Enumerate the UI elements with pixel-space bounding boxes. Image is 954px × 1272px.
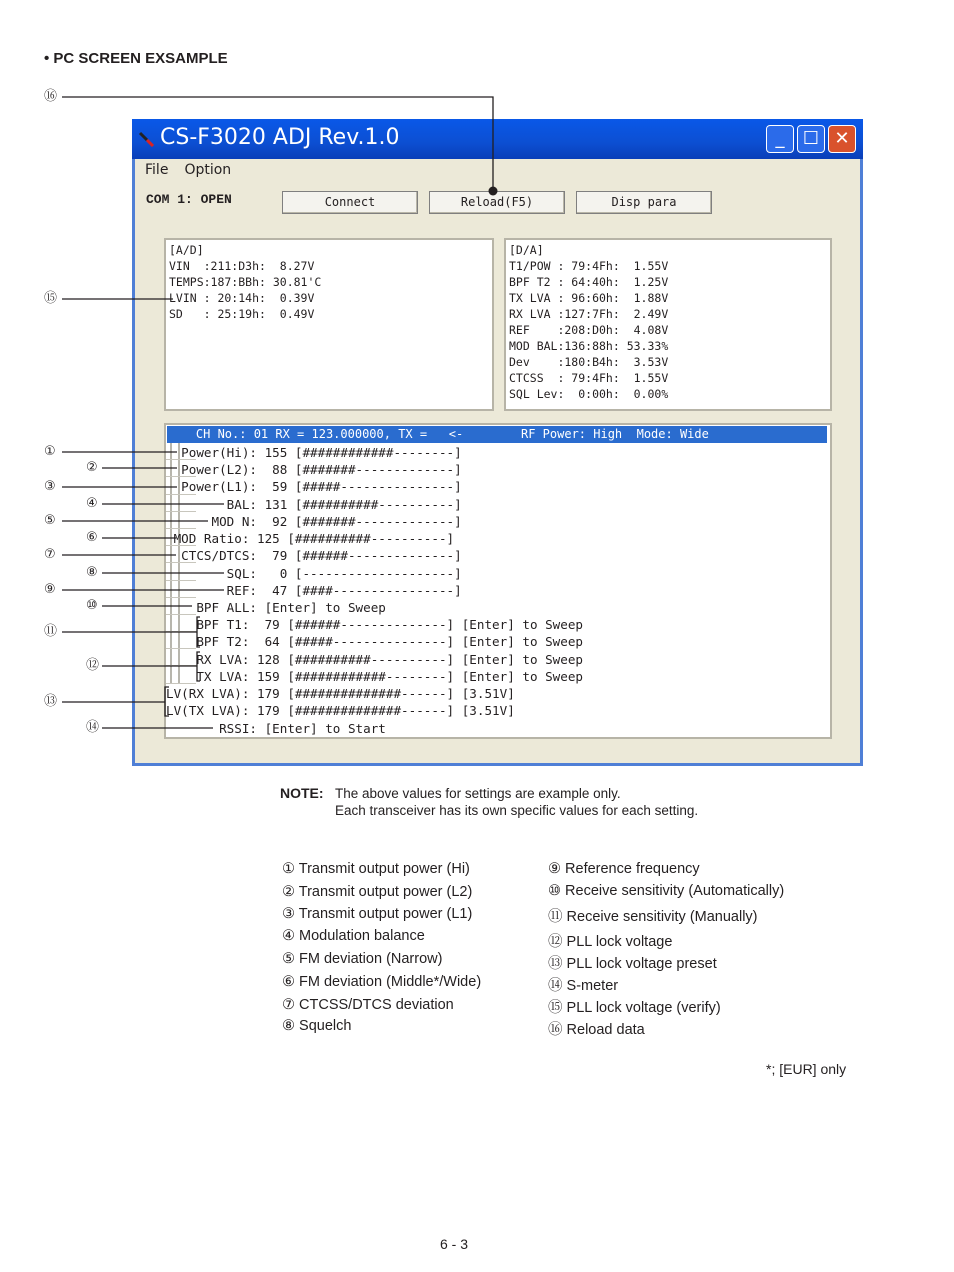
callout-11: ⑪ (44, 624, 58, 639)
section-heading: • PC SCREEN EXSAMPLE (44, 50, 228, 67)
maximize-button[interactable]: ☐ (797, 125, 825, 153)
list-item[interactable]: Power(L1): 59 [#####---------------] (166, 479, 462, 494)
callout-5: ⑤ (44, 513, 56, 528)
list-item[interactable]: TX LVA: 159 [############--------] [Enter] to Sweep (166, 669, 584, 684)
callout-1: ① (44, 444, 56, 459)
callout-16: ⑯ (44, 89, 58, 104)
legend-item: ⑧ Squelch (282, 1018, 352, 1034)
list-item[interactable]: REF: 47 [####----------------] (166, 583, 462, 598)
callout-2: ② (86, 460, 98, 475)
minimize-button[interactable]: _ (766, 125, 794, 153)
list-item[interactable]: Power(Hi): 155 [############--------] (166, 445, 462, 460)
ad-panel: [A/D] VIN :211:D3h: 8.27V TEMPS:187:BBh: 30.81'C LVIN : 20:14h: 0.39V SD : 25:19h: 0.49V (164, 238, 494, 411)
disp-para-button[interactable]: Disp para (576, 191, 712, 214)
list-item[interactable]: RSSI: [Enter] to Start (166, 721, 386, 736)
menu-file[interactable]: File (145, 162, 169, 178)
channel-info-row[interactable]: CH No.: 01 RX = 123.000000, TX = <- RF Power: High Mode: Wide (167, 426, 827, 443)
list-item[interactable]: MOD Ratio: 125 [##########----------] (166, 531, 455, 546)
callout-15: ⑮ (44, 291, 58, 306)
list-item[interactable]: BPF T2: 64 [#####---------------] [Enter] to Sweep (166, 634, 584, 649)
legend-item: ⑨ Reference frequency (548, 861, 700, 877)
list-item[interactable]: MOD N: 92 [#######-------------] (166, 514, 462, 529)
list-item[interactable]: CTCS/DTCS: 79 [######--------------] (166, 548, 462, 563)
legend-item: ③ Transmit output power (L1) (282, 906, 473, 922)
note-line-2: Each transceiver has its own specific values for each setting. (335, 803, 699, 818)
legend-item: ⑮ PLL lock voltage (verify) (548, 1000, 721, 1016)
callout-9: ⑨ (44, 582, 56, 597)
list-item[interactable]: SQL: 0 [--------------------] (166, 566, 462, 581)
page-number: 6 - 3 (440, 1236, 469, 1252)
list-item[interactable]: RX LVA: 128 [##########----------] [Enter] to Sweep (166, 652, 584, 667)
legend-item: ⑪ Receive sensitivity (Manually) (548, 909, 758, 925)
callout-12: ⑫ (86, 658, 100, 673)
legend-item: ⑭ S-meter (548, 978, 619, 994)
legend-item: ⑤ FM deviation (Narrow) (282, 951, 443, 967)
list-item[interactable]: LV(TX LVA): 179 [##############------] [3.51V] (166, 703, 515, 718)
callout-10: ⑩ (86, 598, 98, 613)
reload-button[interactable]: Reload(F5) (429, 191, 565, 214)
window-title: CS-F3020 ADJ Rev.1.0 (160, 125, 400, 150)
callout-3: ③ (44, 479, 56, 494)
menu-option[interactable]: Option (184, 162, 232, 178)
list-item[interactable]: BPF T1: 79 [######--------------] [Enter] to Sweep (166, 617, 584, 632)
legend-item: ⑩ Receive sensitivity (Automatically) (548, 883, 785, 899)
connect-button[interactable]: Connect (282, 191, 418, 214)
legend-item: ⑬ PLL lock voltage preset (548, 956, 717, 972)
callout-13: ⑬ (44, 694, 58, 709)
legend-item: ⑫ PLL lock voltage (548, 934, 673, 950)
note-label: NOTE: (280, 785, 324, 801)
legend-item: ⑯ Reload data (548, 1022, 645, 1038)
list-item[interactable]: BAL: 131 [##########----------] (166, 497, 462, 512)
list-item[interactable]: LV(RX LVA): 179 [##############------] [3.51V] (166, 686, 515, 701)
list-item[interactable]: BPF ALL: [Enter] to Sweep (166, 600, 386, 615)
legend-item: ② Transmit output power (L2) (282, 884, 473, 900)
com-status: COM 1: OPEN (146, 192, 232, 207)
legend-item: ⑦ CTCSS/DTCS deviation (282, 997, 454, 1013)
callout-8: ⑧ (86, 565, 98, 580)
legend-item: ⑥ FM deviation (Middle*/Wide) (282, 974, 482, 990)
legend-item: ④ Modulation balance (282, 928, 425, 944)
callout-4: ④ (86, 496, 98, 511)
callout-7: ⑦ (44, 547, 56, 562)
callout-6: ⑥ (86, 530, 98, 545)
footnote: *; [EUR] only (766, 1061, 847, 1077)
legend-item: ① Transmit output power (Hi) (282, 861, 470, 877)
da-panel: [D/A] T1/POW : 79:4Fh: 1.55V BPF T2 : 64:40h: 1.25V TX LVA : 96:60h: 1.88V RX LVA :127:7Fh: 2.49V REF :208:D0h: 4.08V MOD BAL:136:88h: 53.33% Dev :180:B4h: 3.53V CTCSS : 79:4Fh: 1.55V SQL Lev: 0:00h: 0.00% (504, 238, 832, 411)
note-line-1: The above values for settings are example only. (335, 786, 621, 801)
callout-14: ⑭ (86, 720, 100, 735)
close-button[interactable]: ✕ (828, 125, 856, 153)
list-item[interactable]: Power(L2): 88 [#######-------------] (166, 462, 462, 477)
